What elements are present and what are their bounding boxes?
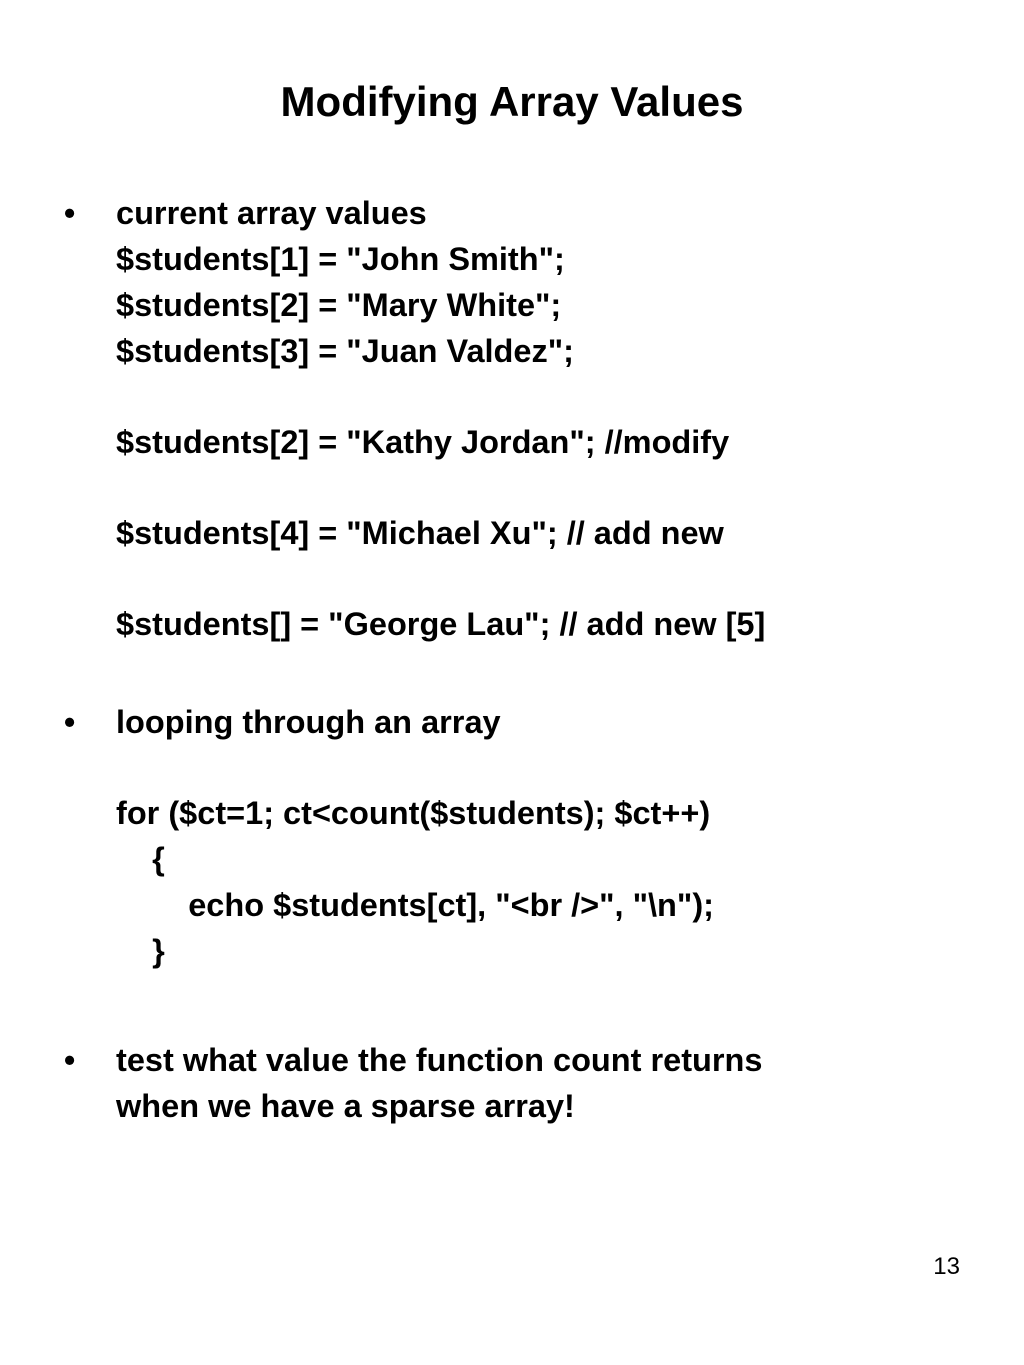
slide-title: Modifying Array Values: [280, 78, 744, 125]
blank-line: [116, 556, 996, 601]
bullet-lines: [116, 699, 996, 974]
code-line: echo $students[ct], "<br />", "\n");: [116, 887, 714, 923]
code-line: {: [116, 841, 165, 877]
blank-line: [116, 374, 996, 419]
code-line: $students[4] = "Michael Xu"; // add new: [116, 515, 724, 551]
bullet-lines: [116, 1037, 996, 1129]
bullet-text-line: test what value the function count returns: [116, 1042, 763, 1078]
bullet-icon: •: [64, 195, 76, 231]
code-line: $students[2] = "Kathy Jordan"; //modify: [116, 424, 730, 460]
blank-line: [116, 745, 996, 790]
bullet-text-line: when we have a sparse array!: [116, 1088, 575, 1124]
bullet-heading: current array values: [116, 195, 427, 231]
code-line: $students[] = "George Lau"; // add new [5]: [116, 606, 766, 642]
page-number: 13: [933, 1253, 960, 1280]
bullet-icon: •: [64, 1042, 76, 1078]
bullet-lines: [116, 190, 996, 647]
code-line: }: [116, 933, 165, 969]
code-line: $students[2] = "Mary White";: [116, 287, 562, 323]
code-line: $students[3] = "Juan Valdez";: [116, 333, 574, 369]
bullet-heading: looping through an array: [116, 704, 501, 740]
code-line: $students[1] = "John Smith";: [116, 241, 565, 277]
bullet-icon: •: [64, 704, 76, 740]
blank-line: [116, 465, 996, 510]
code-line: for ($ct=1; ct<count($students); $ct++): [116, 795, 711, 831]
